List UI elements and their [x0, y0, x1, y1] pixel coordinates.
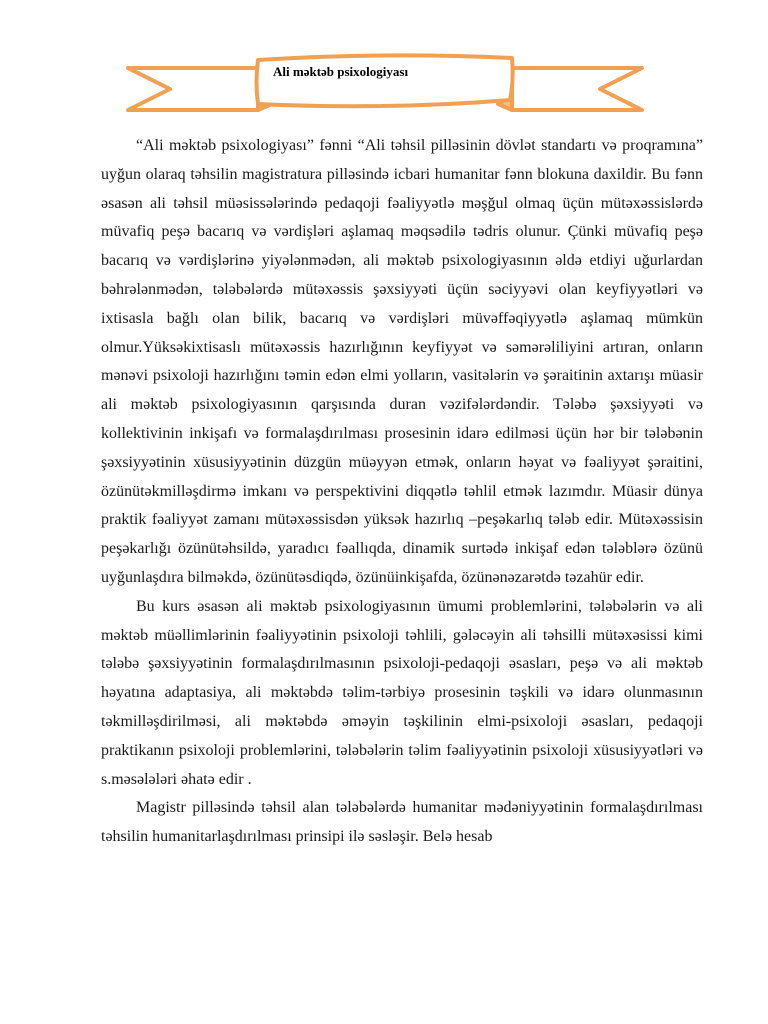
title-ribbon-banner [0, 0, 768, 125]
paragraph: “Ali məktəb psixologiyası” fənni “Ali təhsil pilləsinin dövlət standartı və proqramına” uyğun olaraq təhsilin magistratura pilləsində icbari humanitar fənn blokuna daxildir. Bu fənn əsasən ali təhsil müəsissələrində pedaqoji fəaliyyətlə məşğul olmaq üçün mütəxəssislərdə müvafiq peşə bacarıq və vərdişləri aşlamaq məqsədilə tədris olunur. Çünki müvafiq peşə bacarıq və vərdişlərinə yiyələnmədən, ali məktəb psixologiyasının əldə etdiyi uğurlardan bəhrələnmədən, tələbələrdə mütəxəssis şəxsiyyəti üçün səciyyəvi olan keyfiyyətləri və ixtisasla bağlı olan bilik, bacarıq və vərdişləri müvəffəqiyyətlə aşlamaq mümkün olmur.Yüksəkixtisaslı mütəxəssis hazırlığının keyfiyyət və səmərəliliyini artıran, onların mənəvi psixoloji hazırlığını təmin edən elmi yolların, vasitələrin və şəraitinin axtarışı müasir ali məktəb psixologiyasının qarşısında duran vəzifələrdəndir. Tələbə şəxsiyyəti və kollektivinin inkişafı və formalaşdırılması prosesinin idarə edilməsi üçün hər bir tələbənin şəxsiyyətinin xüsusiyyətinin düzgün müəyyən etmək, onların həyat və fəaliyyət şəraitini, özünütəkmilləşdirmə imkanı və perspektivini diqqətlə təhlil etmək lazımdır. Müasir dünya praktik fəaliyyət zamanı mütəxəssisdən yüksək hazırlıq –peşəkarlıq tələb edir. Mütəxəssisin peşəkarlığı özünütəhsildə, yaradıcı fəallıqda, dinamik surtədə inkişaf edən tələblərə özünü uyğunlaşdıra bilməkdə, özünütəsdiqdə, özünüinkişafda, özünənəzarətdə təzahür edir. [101, 137, 703, 586]
ribbon-shape [0, 0, 768, 125]
paragraph: Bu kurs əsasən ali məktəb psixologiyasının ümumi problemlərini, tələbələrin və ali məktəb müəllimlərinin fəaliyyətinin psixoloji təhlili, gələcəyin ali təhsilli mütəxəsissi kimi tələbə şəxsiyyətinin formalaşdırılmasının psixoloji-pedaqoji əsasları, peşə və ali məktəb həyatına adaptasiya, ali məktəbdə təlim-tərbiyə prosesinin təşkili və idarə olunmasının təkmilləşdirilməsi, ali məktəbdə əməyin təşkilinin elmi-psixoloji əsasları, pedaqoji praktikanın psixoloji problemlərini, tələbələrin təlim fəaliyyətinin psixoloji xüsusiyyətləri və s.məsələləri əhatə edir . [101, 597, 703, 788]
paragraph: Magistr pilləsində təhsil alan tələbələrdə humanitar mədəniyyətinin formalaşdırılması təhsilin humanitarlaşdırılması prinsipi ilə səsləşir. Belə hesab [101, 799, 703, 846]
banner-title: Ali məktəb psixologiyası [273, 64, 409, 79]
document-body [101, 132, 703, 852]
